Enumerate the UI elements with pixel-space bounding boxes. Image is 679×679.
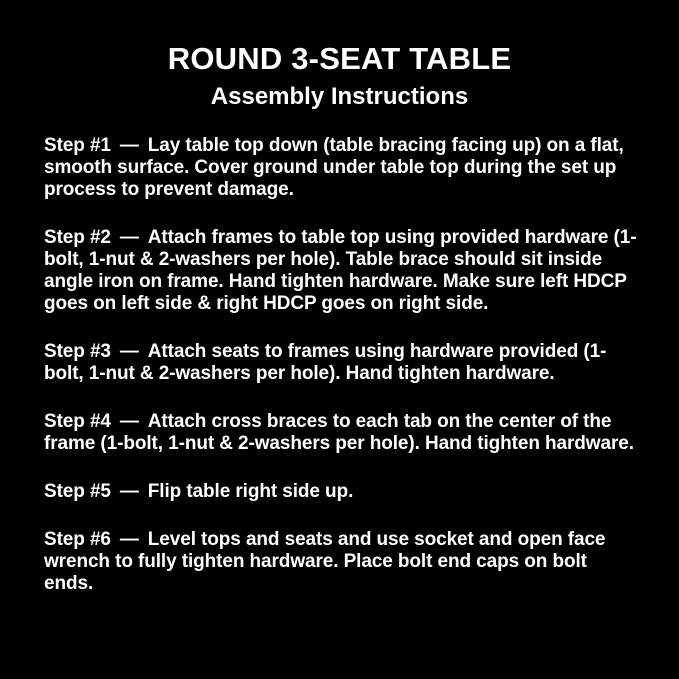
step-item-5 [44, 481, 637, 503]
step-label: Step #5 [44, 481, 111, 502]
step-label: Step #4 [44, 411, 111, 432]
step-item-6 [44, 529, 637, 595]
step-separator: — [119, 227, 139, 248]
step-item-2 [44, 227, 637, 315]
step-separator: — [119, 481, 139, 502]
step-text: Attach seats to frames using hardware provided (1-bolt, 1-nut & 2-washers per hole). Hand tighten hardware. [44, 341, 607, 384]
step-text: Lay table top down (table bracing facing up) on a flat, smooth surface. Cover ground under table top during the set up process to prevent damage. [44, 135, 624, 200]
header [0, 0, 679, 111]
step-label: Step #3 [44, 341, 111, 362]
page-subtitle: Assembly Instructions [210, 83, 469, 110]
step-separator: — [119, 411, 139, 432]
step-label: Step #6 [44, 529, 111, 550]
step-separator: — [119, 529, 139, 550]
step-label: Step #1 [44, 135, 111, 156]
step-text: Attach frames to table top using provided hardware (1-bolt, 1-nut & 2-washers per hole). Table brace should sit inside angle iron on frame. Hand tighten hardware. Make sure left HDCP goes on left side & right HDCP goes on right side. [44, 227, 637, 314]
step-item-3 [44, 341, 637, 385]
steps-list [44, 135, 637, 595]
step-label: Step #2 [44, 227, 111, 248]
step-text: Level tops and seats and use socket and open face wrench to fully tighten hardware. Place bolt end caps on bolt ends. [44, 529, 606, 594]
step-separator: — [119, 135, 139, 156]
step-text: Attach cross braces to each tab on the center of the frame (1-bolt, 1-nut & 2-washers per hole). Hand tighten hardware. [44, 411, 634, 454]
step-item-4 [44, 411, 637, 455]
page-title: ROUND 3-SEAT TABLE [167, 41, 512, 76]
step-text: Flip table right side up. [147, 481, 354, 502]
step-separator: — [119, 341, 139, 362]
step-item-1 [44, 135, 637, 201]
